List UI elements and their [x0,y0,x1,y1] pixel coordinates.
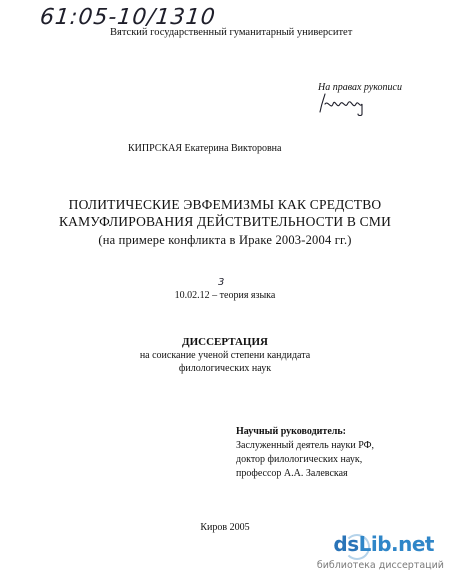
specialty-code: 10.02.12 – теория языка [174,290,276,301]
dslib-watermark [316,528,450,582]
dissertation-title-line-2: КАМУФЛИРОВАНИЯ ДЕЙСТВИТЕЛЬНОСТИ В СМИ [58,214,392,229]
archive-number: 61:05-10/1310 [38,5,218,30]
manuscript-rights-label: На правах рукописи [318,82,402,93]
supervisor-heading: Научный руководитель: [236,426,346,437]
supervisor-line-1: Заслуженный деятель науки РФ, [236,440,375,451]
city-year: Киров 2005 [200,522,250,533]
watermark-subtitle: библиотека диссертаций [316,560,444,571]
specialty-handwritten-mark: 3 [218,277,225,288]
supervisor-line-3: профессор А.А. Залевская [236,468,348,479]
supervisor-line-2: доктор филологических наук, [236,454,363,465]
handwritten-signature [318,90,378,116]
dissertation-subtitle: (на примере конфликта в Ираке 2003-2004 гг.) [98,233,352,247]
university-name: Вятский государственный гуманитарный университет [110,27,353,38]
watermark-logo-ds: ds [333,532,359,556]
author-name: КИПРСКАЯ Екатерина Викторовна [128,143,282,154]
document-type: ДИССЕРТАЦИЯ [182,336,268,348]
watermark-logo [333,532,434,556]
dissertation-title-line-1: ПОЛИТИЧЕСКИЕ ЭВФЕМИЗМЫ КАК СРЕДСТВО [68,197,382,212]
degree-line-2: филологических наук [178,363,272,374]
watermark-logo-rest: Lib.net [358,532,434,556]
degree-line-1: на соискание ученой степени кандидата [139,350,311,361]
